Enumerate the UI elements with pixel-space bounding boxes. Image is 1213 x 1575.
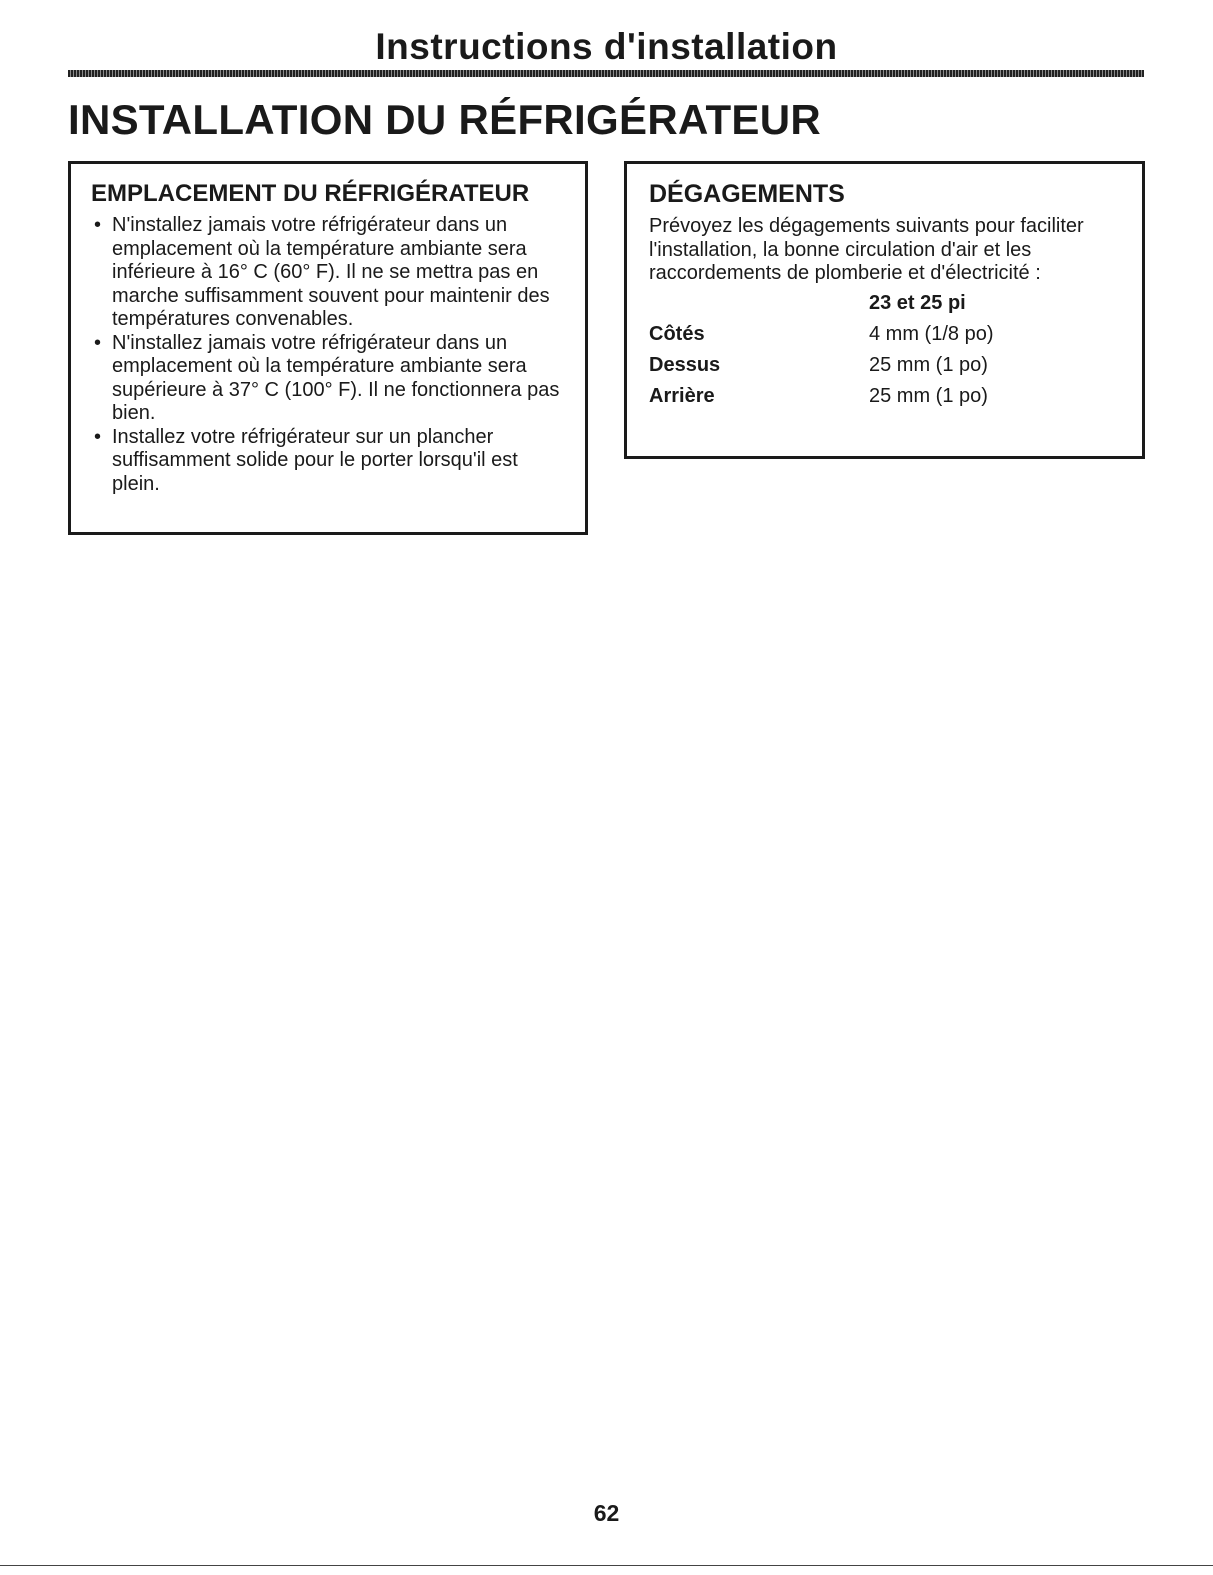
table-column-header: 23 et 25 pi <box>869 291 966 314</box>
table-header-row <box>649 288 993 319</box>
list-item <box>91 332 565 426</box>
bullet-icon: • <box>94 331 102 354</box>
bottom-rule <box>0 1565 1213 1566</box>
table-row <box>649 350 993 381</box>
table-row <box>649 381 993 412</box>
bullet-icon: • <box>94 425 102 448</box>
page-title: INSTALLATION DU RÉFRIGÉRATEUR <box>68 96 821 143</box>
location-box <box>68 161 588 535</box>
location-bullet-list <box>91 214 565 496</box>
clearance-box <box>624 161 1145 459</box>
bullet-icon: • <box>94 214 102 236</box>
list-item <box>91 426 565 497</box>
clearance-intro: Prévoyez les dégagements suivants pour faciliter l'installation, la bonne circulation d'air et les raccordements de plomberie et d'électricité : <box>649 215 1084 284</box>
bullet-text: N'installez jamais votre réfrigérateur dans un emplacement où la température ambiante sera inférieure à 16° C (60° F). Il ne se mettra pas en marche suffisamment souvent pour maintenir des températures convenables. <box>112 214 550 330</box>
row-label: Côtés <box>649 322 705 345</box>
bullet-text: N'installez jamais votre réfrigérateur dans un emplacement où la température ambiante sera supérieure à 37° C (100° F). Il ne fonctionnera pas bien. <box>112 331 560 424</box>
row-value: 25 mm (1 po) <box>869 384 988 407</box>
row-label: Dessus <box>649 353 721 376</box>
location-box-title: EMPLACEMENT DU RÉFRIGÉRATEUR <box>91 180 530 207</box>
clearance-table <box>649 288 993 412</box>
row-label: Arrière <box>649 384 715 407</box>
page-number: 62 <box>593 1500 620 1526</box>
table-row <box>649 319 993 350</box>
row-value: 4 mm (1/8 po) <box>869 322 994 345</box>
row-value: 25 mm (1 po) <box>869 353 988 376</box>
clearance-box-title: DÉGAGEMENTS <box>649 180 845 208</box>
bullet-text: Installez votre réfrigérateur sur un plancher suffisamment solide pour le porter lorsqu'il est plein. <box>112 425 518 495</box>
list-item <box>91 214 565 332</box>
header-rule <box>68 70 1144 77</box>
section-header: Instructions d'installation <box>375 26 838 67</box>
table-header-empty <box>649 288 869 319</box>
